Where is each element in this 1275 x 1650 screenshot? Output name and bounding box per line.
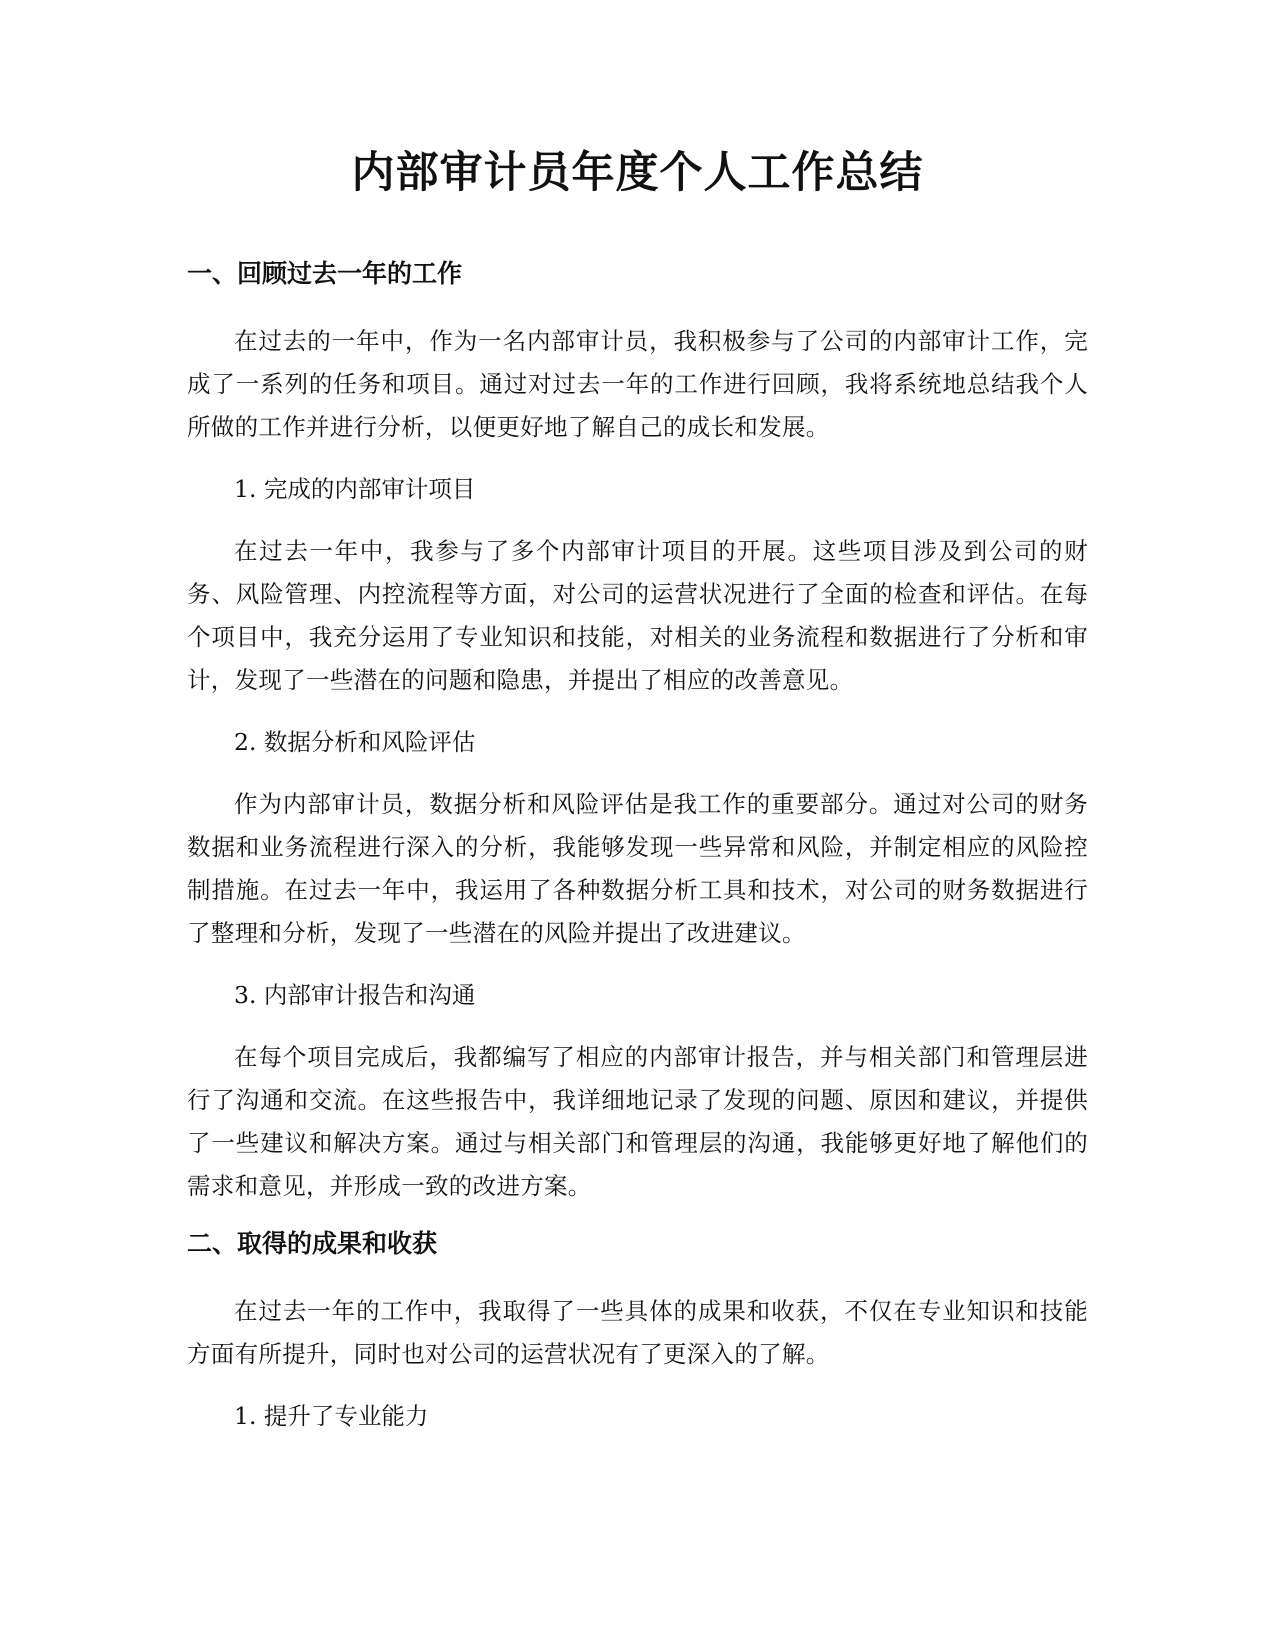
- section-review: [187, 257, 1088, 1208]
- item-heading: 1. 完成的内部审计项目: [234, 475, 476, 503]
- item-heading: 1. 提升了专业能力: [234, 1402, 429, 1430]
- document-title: 内部审计员年度个人工作总结: [351, 148, 924, 198]
- document-content: [187, 145, 1088, 1457]
- item-heading: 2. 数据分析和风险评估: [234, 728, 476, 756]
- item-paragraph: 在过去一年中，我参与了多个内部审计项目的开展。这些项目涉及到公司的财务、风险管理、内控流程等方面，对公司的运营状况进行了全面的检查和评估。在每个项目中，我充分运用了专业知识和技能，对相关的业务流程和数据进行了分析和审计，发现了一些潜在的问题和隐患，并提出了相应的改善意见。: [187, 537, 1088, 694]
- section-achievements: [187, 1227, 1088, 1438]
- section-heading: 二、取得的成果和收获: [187, 1229, 438, 1258]
- section-intro-paragraph: 在过去的一年中，作为一名内部审计员，我积极参与了公司的内部审计工作，完成了一系列的任务和项目。通过对过去一年的工作进行回顾，我将系统地总结我个人所做的工作并进行分析，以便更好地了解自己的成长和发展。: [187, 327, 1088, 441]
- section-intro-paragraph: 在过去一年的工作中，我取得了一些具体的成果和收获，不仅在专业知识和技能方面有所提升，同时也对公司的运营状况有了更深入的了解。: [187, 1297, 1088, 1368]
- item-paragraph: 在每个项目完成后，我都编写了相应的内部审计报告，并与相关部门和管理层进行了沟通和交流。在这些报告中，我详细地记录了发现的问题、原因和建议，并提供了一些建议和解决方案。通过与相关部门和管理层的沟通，我能够更好地了解他们的需求和意见，并形成一致的改进方案。: [187, 1043, 1088, 1200]
- item-heading: 3. 内部审计报告和沟通: [234, 981, 476, 1009]
- section-heading: 一、回顾过去一年的工作: [187, 259, 463, 288]
- item-paragraph: 作为内部审计员，数据分析和风险评估是我工作的重要部分。通过对公司的财务数据和业务流程进行深入的分析，我能够发现一些异常和风险，并制定相应的风险控制措施。在过去一年中，我运用了各种数据分析工具和技术，对公司的财务数据进行了整理和分析，发现了一些潜在的风险并提出了改进建议。: [187, 790, 1088, 947]
